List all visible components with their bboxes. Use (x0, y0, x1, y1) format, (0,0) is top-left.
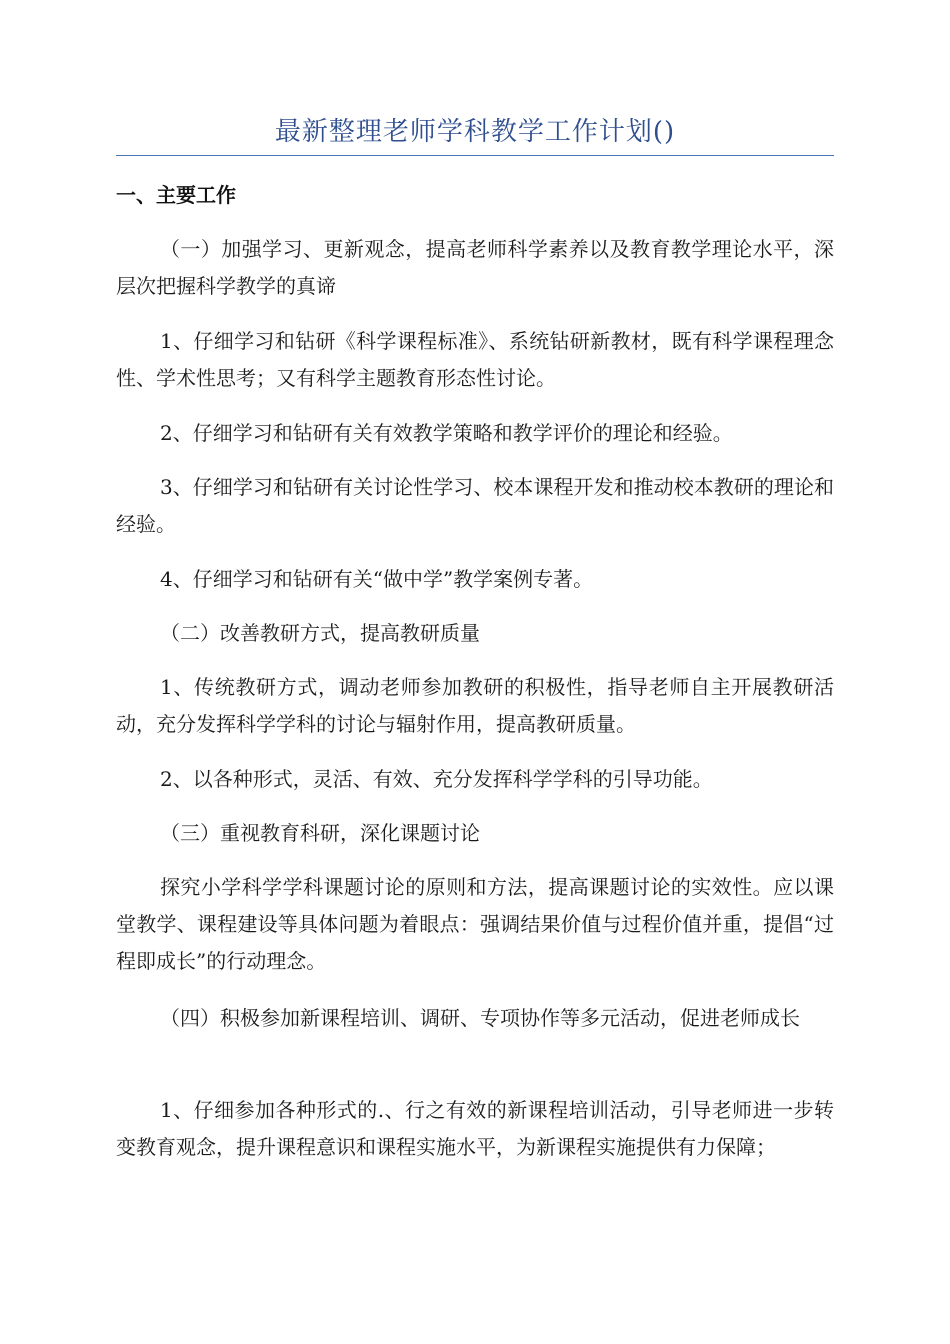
paragraph-9: （三）重视教育科研，深化课题讨论 (160, 821, 480, 845)
paragraph-12: 1、仔细参加各种形式的.、行之有效的新课程培训活动，引导老师进一步转变教育观念，提升课程意识和课程实施水平，为新课程实施提供有力保障； (116, 1098, 834, 1159)
paragraph-10: 探究小学科学学科课题讨论的原则和方法，提高课题讨论的实效性。应以课堂教学、课程建设等具体问题为着眼点：强调结果价值与过程价值并重，提倡“过程即成长”的行动理念。 (116, 875, 834, 973)
document-title: 最新整理老师学科教学工作计划() (274, 117, 676, 147)
paragraph-8: 2、以各种形式，灵活、有效、充分发挥科学学科的引导功能。 (160, 767, 713, 791)
paragraph-4: 3、仔细学习和钻研有关讨论性学习、校本课程开发和推动校本教研的理论和经验。 (116, 475, 834, 536)
section-heading: 一、主要工作 (116, 183, 236, 207)
paragraph-1: （一）加强学习、更新观念，提高老师科学素养以及教育教学理论水平，深层次把握科学教学的真谛 (116, 237, 834, 298)
title-underline (116, 155, 834, 156)
paragraph-3: 2、仔细学习和钻研有关有效教学策略和教学评价的理论和经验。 (160, 421, 733, 445)
paragraph-7: 1、传统教研方式，调动老师参加教研的积极性，指导老师自主开展教研活动，充分发挥科学学科的讨论与辐射作用，提高教研质量。 (116, 675, 834, 736)
paragraph-2: 1、仔细学习和钻研《科学课程标准》、系统钻研新教材，既有科学课程理念性、学术性思考；又有科学主题教育形态性讨论。 (116, 329, 834, 390)
paragraph-5: 4、仔细学习和钻研有关“做中学”教学案例专著。 (160, 567, 594, 591)
paragraph-6: （二）改善教研方式，提高教研质量 (160, 621, 480, 645)
paragraph-11: （四）积极参加新课程培训、调研、专项协作等多元活动，促进老师成长 (160, 1006, 800, 1030)
